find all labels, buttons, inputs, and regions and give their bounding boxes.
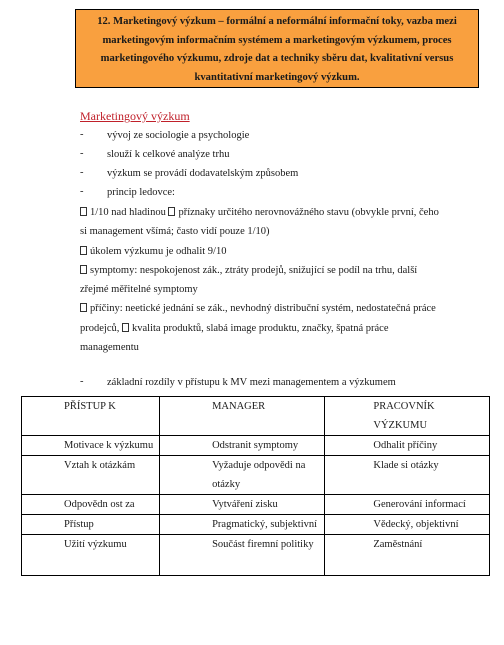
iceberg-line: zřejmé měřitelné symptomy — [80, 284, 198, 295]
bullet-dash: - — [80, 376, 84, 387]
table-cell: Odhalit příčiny — [325, 436, 490, 456]
iceberg-line: příčiny: neetické jednání se zák., nevhodný distribuční systém, nedostatečná práce — [80, 302, 436, 315]
table-header-row — [22, 397, 490, 436]
iceberg-line: si management všímá; často vidí pouze 1/10) — [80, 226, 270, 237]
topic-heading: 12. Marketingový výzkum – formální a neformální informační toky, vazba mezi marketingovým informačním systémem a marketingovým výzkumem, proces marketingového výzkumu, zdroje dat a techniky sběru dat, kvalitativní versus kvantitativní marketingový výzkum. — [97, 16, 457, 83]
iceberg-line: symptomy: nespokojenost zák., ztráty prodejů, snižující se podíl na trhu, další — [80, 264, 417, 277]
table-intro: základní rozdíly v přístupu k MV mezi managementem a výzkumem — [107, 377, 396, 388]
bullet-item: slouží k celkové analýze trhu — [107, 149, 230, 160]
table-cell: Přístup — [22, 515, 160, 535]
bullet-dash: - — [80, 167, 84, 178]
iceberg-line: úkolem výzkumu je odhalit 9/10 — [80, 245, 226, 258]
topic-heading-box — [75, 9, 479, 88]
table-row — [22, 515, 490, 535]
table-header-cell: PRACOVNÍK VÝZKUMU — [325, 397, 490, 436]
table-cell: Vztah k otázkám — [22, 456, 160, 495]
table-header-cell: MANAGER — [160, 397, 325, 436]
table-cell: Odstranit symptomy — [160, 436, 325, 456]
box-bullet-icon — [122, 323, 129, 332]
box-bullet-icon — [80, 246, 87, 255]
table-cell: Motivace k výzkumu — [22, 436, 160, 456]
box-bullet-icon — [80, 303, 87, 312]
table-cell: Zaměstnání — [325, 535, 490, 576]
table-header-cell: PŘÍSTUP K — [22, 397, 160, 436]
table-cell: Vyžaduje odpovědi na otázky — [160, 456, 325, 495]
table-cell: Užití výzkumu — [22, 535, 160, 576]
table-cell: Generování informací — [325, 495, 490, 515]
bullet-dash: - — [80, 148, 84, 159]
table-cell: Pragmatický, subjektivní — [160, 515, 325, 535]
table-cell: Vědecký, objektivní — [325, 515, 490, 535]
comparison-table — [21, 396, 490, 576]
bullet-dash: - — [80, 129, 84, 140]
iceberg-line: managementu — [80, 342, 139, 353]
bullet-item: princip ledovce: — [107, 187, 175, 198]
table-cell: Klade si otázky — [325, 456, 490, 495]
bullet-dash: - — [80, 186, 84, 197]
box-bullet-icon — [80, 265, 87, 274]
section-title: Marketingový výzkum — [80, 109, 190, 123]
iceberg-line: 1/10 nad hladinou příznaky určitého nerovnovážného stavu (obvykle první, čeho — [80, 206, 439, 219]
table-row — [22, 456, 490, 495]
box-bullet-icon — [168, 207, 175, 216]
table-cell: Vytváření zisku — [160, 495, 325, 515]
table-row — [22, 535, 490, 576]
table-row — [22, 495, 490, 515]
table-cell: Odpovědn ost za — [22, 495, 160, 515]
iceberg-line: prodejců, kvalita produktů, slabá image produktu, značky, špatná práce — [80, 323, 389, 334]
bullet-item: vývoj ze sociologie a psychologie — [107, 130, 250, 141]
table-cell: Součást firemní politiky — [160, 535, 325, 576]
box-bullet-icon — [80, 207, 87, 216]
table-row — [22, 436, 490, 456]
bullet-item: výzkum se provádí dodavatelským způsobem — [107, 168, 299, 179]
